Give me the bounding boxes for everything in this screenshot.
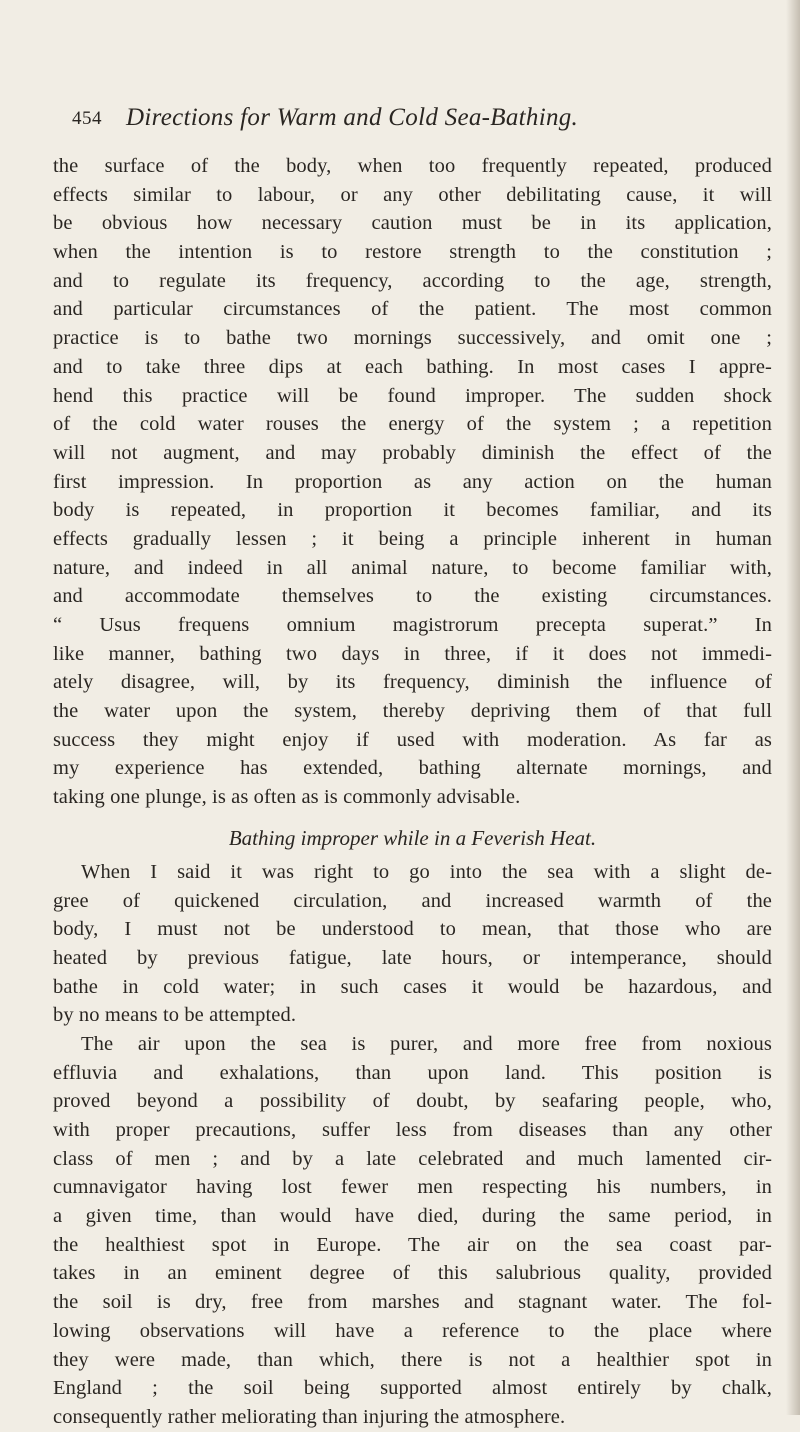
text-line: the water upon the system, thereby depriving them of that full <box>53 700 772 723</box>
text-line: with proper precautions, suffer less from diseases than any other <box>53 1119 772 1141</box>
text-line: class of men ; and by a late celebrated and much lamented cir- <box>53 1147 772 1170</box>
text-line: nature, and indeed in all animal nature, to become familiar with, <box>53 556 772 579</box>
text-line: effluvia and exhalations, than upon land. This position is <box>53 1061 772 1084</box>
text-line: ately disagree, will, by its frequency, diminish the influence of <box>53 671 772 694</box>
text-line: gree of quickened circulation, and increased warmth of the <box>53 889 772 912</box>
paragraph-3 <box>53 1030 772 1432</box>
text-line: bathe in cold water; in such cases it would be hazardous, and <box>53 975 772 998</box>
text-line: like manner, bathing two days in three, if it does not immedi- <box>53 642 772 665</box>
text-line: will not augment, and may probably diminish the effect of the <box>53 441 772 464</box>
text-line: lowing observations will have a reference to the place where <box>53 1319 772 1342</box>
text-line: and particular circumstances of the patient. The most common <box>53 298 772 321</box>
paragraph-1 <box>53 152 772 812</box>
running-title: Directions for Warm and Cold Sea-Bathing. <box>126 104 579 131</box>
text-line: cumnavigator having lost fewer men respecting his numbers, in <box>53 1176 772 1199</box>
text-line: body is repeated, in proportion it becomes familiar, and its <box>53 499 772 522</box>
body-text <box>53 152 772 1432</box>
text-line: effects similar to labour, or any other debilitating cause, it will <box>53 183 772 206</box>
text-line: be obvious how necessary caution must be in its application, <box>53 212 772 235</box>
text-line: effects gradually lessen ; it being a principle inherent in human <box>53 527 772 550</box>
text-line: by no means to be attempted. <box>53 1004 297 1027</box>
text-line: and accommodate themselves to the existing circumstances. <box>53 585 772 608</box>
text-line: When I said it was right to go into the sea with a slight de- <box>81 860 772 883</box>
text-line: the soil is dry, free from marshes and stagnant water. The fol- <box>53 1291 772 1314</box>
text-line: body, I must not be understood to mean, that those who are <box>53 918 772 941</box>
text-line: success they might enjoy if used with moderation. As far as <box>53 728 772 751</box>
text-line: consequently rather meliorating than injuring the atmosphere. <box>53 1405 566 1428</box>
text-line: England ; the soil being supported almost entirely by chalk, <box>53 1377 772 1400</box>
text-line: the healthiest spot in Europe. The air on the sea coast par- <box>53 1233 772 1256</box>
text-line: “ Usus frequens omnium magistrorum precepta superat.” In <box>53 614 772 636</box>
text-line: the surface of the body, when too frequently repeated, produced <box>53 155 772 177</box>
running-head <box>72 104 772 140</box>
text-line: and to regulate its frequency, according to the age, strength, <box>53 269 772 292</box>
page-number: 454 <box>72 108 102 129</box>
text-line: proved beyond a possibility of doubt, by seafaring people, who, <box>53 1090 772 1113</box>
text-line: The air upon the sea is purer, and more free from noxious <box>81 1032 772 1055</box>
text-line: when the intention is to restore strength to the constitution ; <box>53 241 772 264</box>
text-line: practice is to bathe two mornings successively, and omit one ; <box>53 327 772 350</box>
text-line: hend this practice will be found improper. The sudden shock <box>53 384 772 407</box>
text-line: and to take three dips at each bathing. In most cases I appre- <box>53 355 772 378</box>
text-line: taking one plunge, is as often as is commonly advisable. <box>53 786 521 809</box>
text-line: takes in an eminent degree of this salubrious quality, provided <box>53 1262 772 1285</box>
text-line: of the cold water rouses the energy of the system ; a repetition <box>53 413 772 436</box>
text-line: they were made, than which, there is not a healthier spot in <box>53 1348 772 1371</box>
text-line: a given time, than would have died, during the same period, in <box>53 1205 772 1228</box>
text-line: first impression. In proportion as any action on the human <box>53 470 772 493</box>
page-edge-shadow <box>786 0 800 1415</box>
text-line: my experience has extended, bathing alternate mornings, and <box>53 757 772 780</box>
section-heading: Bathing improper while in a Feverish Heat. <box>228 825 597 850</box>
text-line: heated by previous fatigue, late hours, or intemperance, should <box>53 946 772 969</box>
paragraph-2 <box>53 858 772 1030</box>
